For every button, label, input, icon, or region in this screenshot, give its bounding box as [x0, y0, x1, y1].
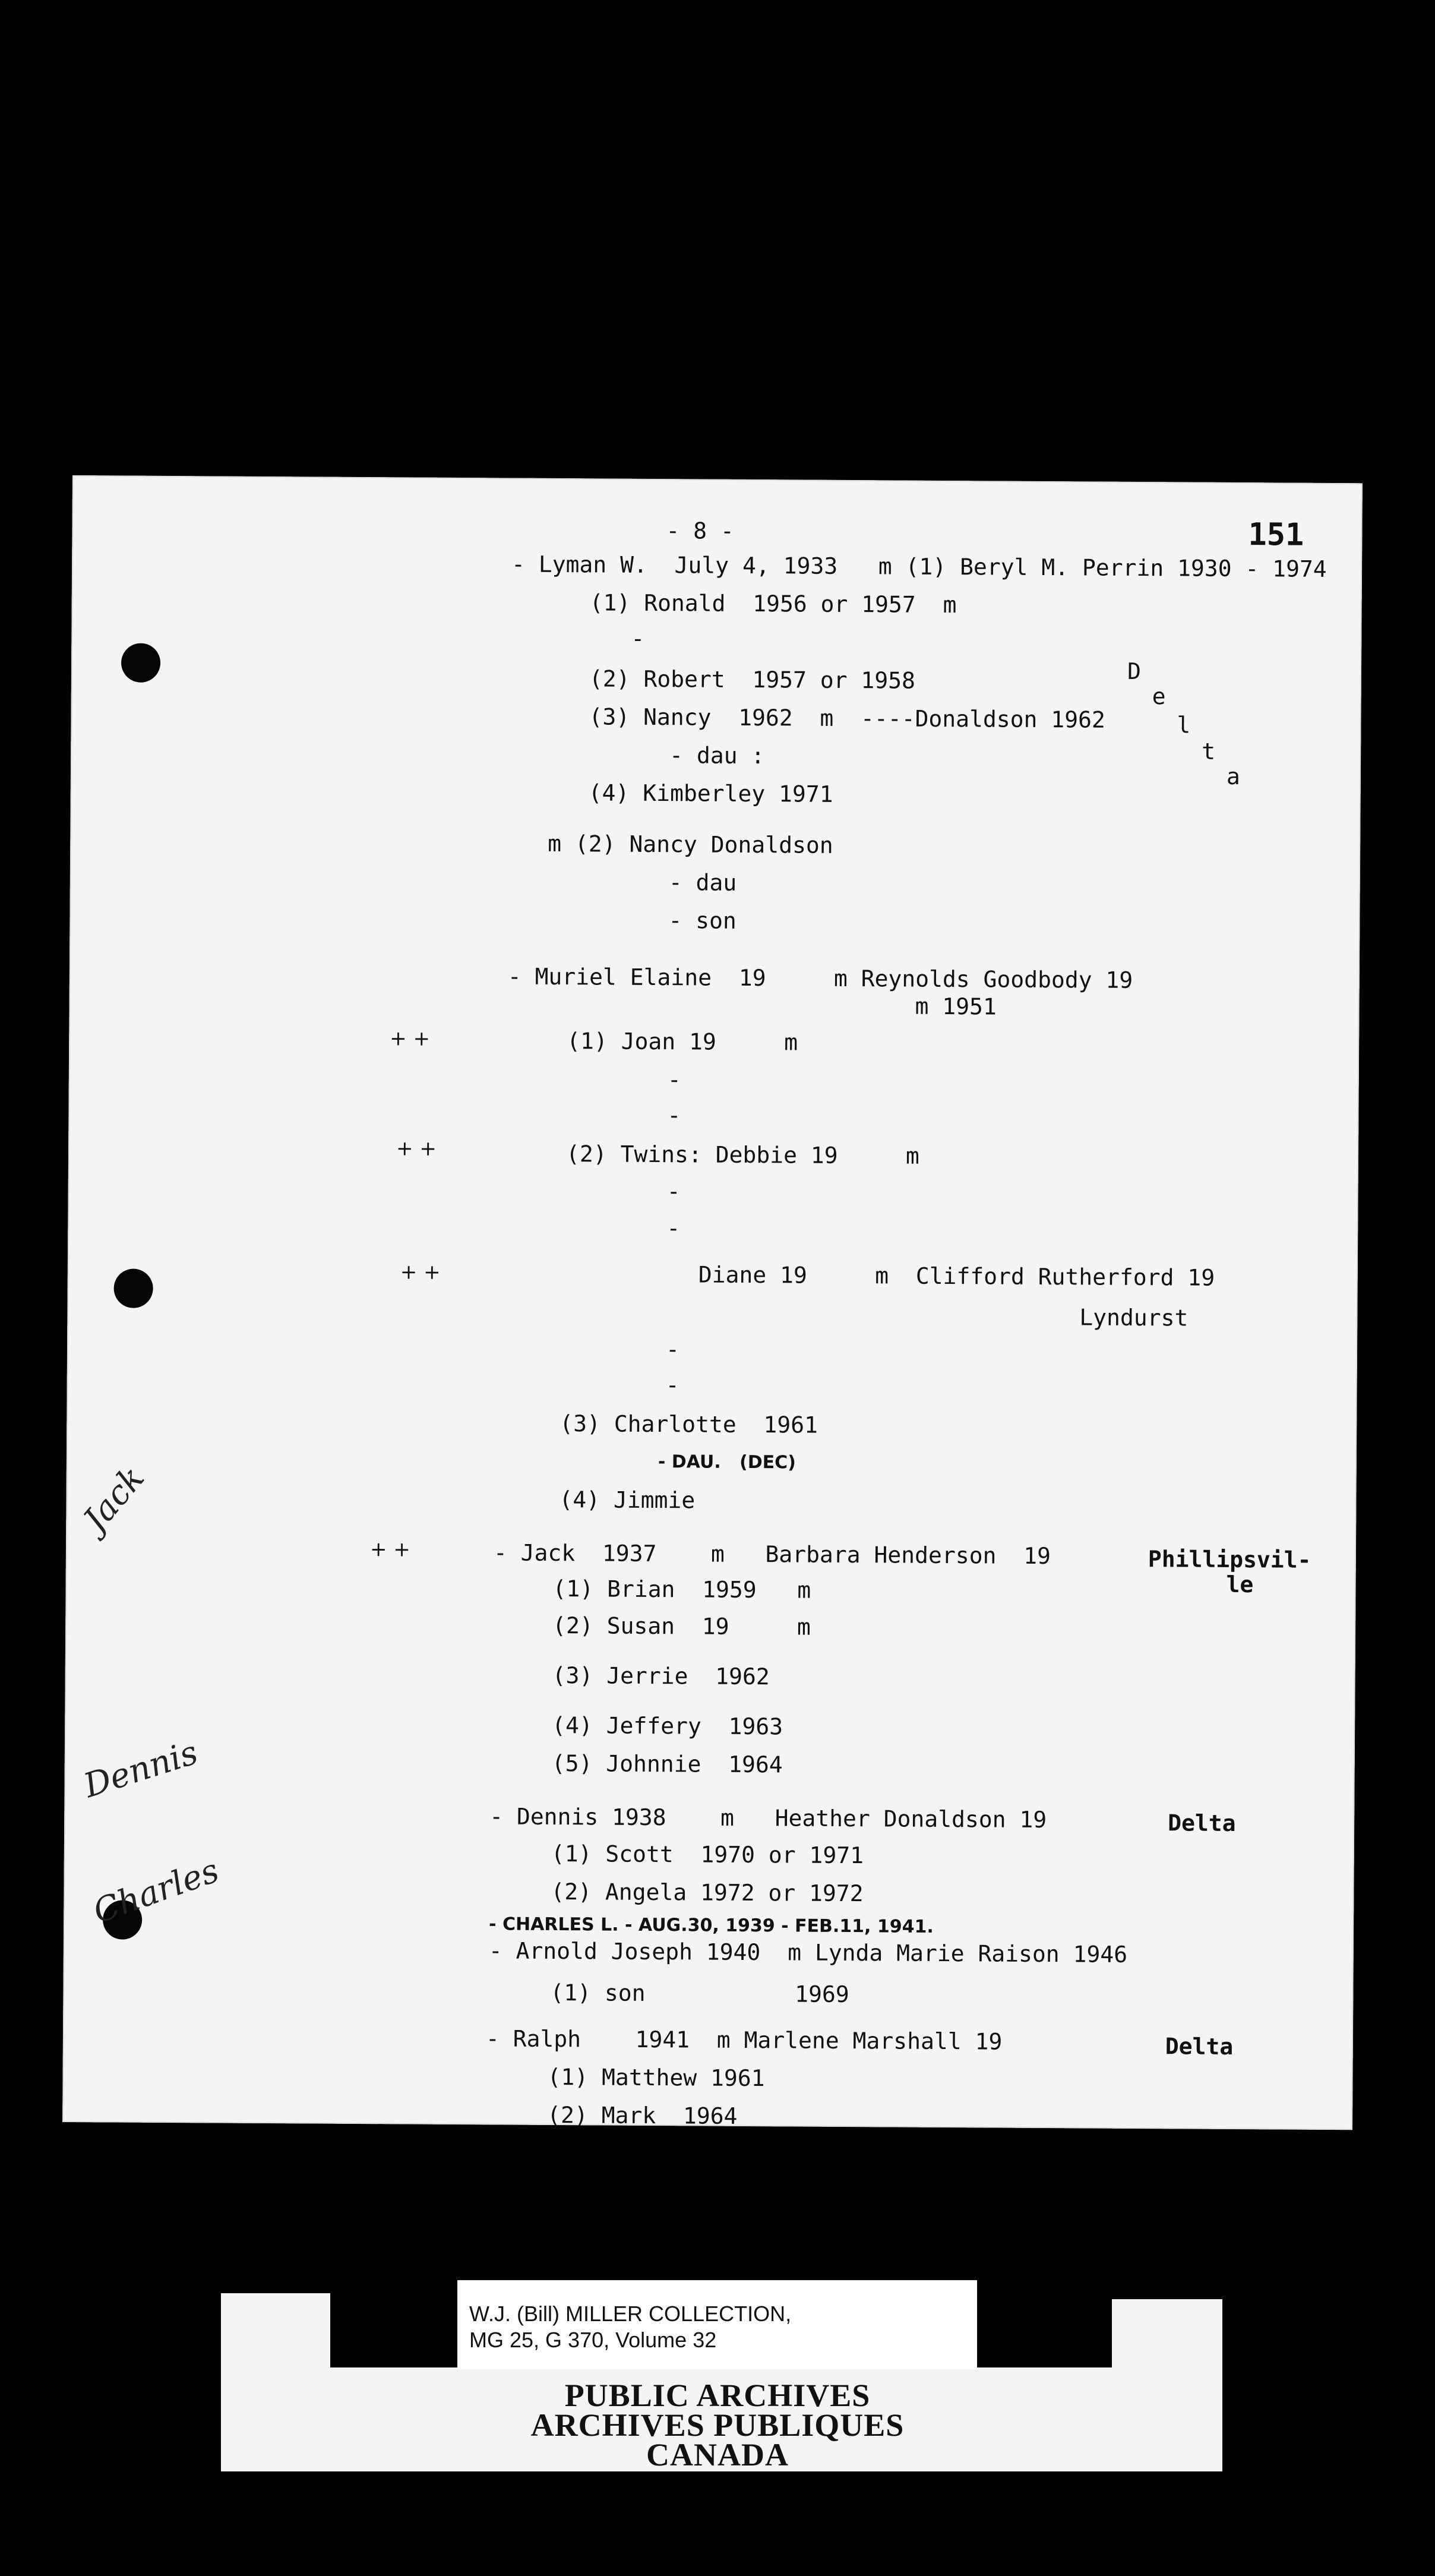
entry-line: Delta — [1168, 1810, 1236, 1837]
margin-delta-letter: a — [1226, 763, 1240, 790]
archives-country: CANADA — [646, 2437, 789, 2473]
margin-handwriting-charles: Charles — [88, 1851, 224, 1931]
entry-line: - Lyman W. July 4, 1933 m (1) Beryl M. Perrin 1930 - 1974 — [511, 551, 1327, 582]
binder-hole-middle — [113, 1268, 153, 1308]
collection-name: W.J. (Bill) MILLER COLLECTION, — [469, 2302, 792, 2326]
entry-line: - dau : — [669, 742, 765, 769]
margin-delta-letter: D — [1127, 658, 1142, 684]
entry-line: - Dennis 1938 m Heather Donaldson 19 — [489, 1803, 1047, 1833]
entry-line: (1) Brian 1959 m — [552, 1575, 811, 1603]
margin-delta-letter: l — [1177, 712, 1191, 738]
entry-line: (2) Susan 19 m — [552, 1612, 811, 1640]
entry-line: (2) Twins: Debbie 19 m — [565, 1141, 919, 1169]
tick-mark: + + — [396, 1137, 437, 1161]
page-marker: - 8 - — [666, 517, 734, 544]
archives-title-en: PUBLIC ARCHIVES — [564, 2378, 871, 2413]
entry-line: Diane 19 m Clifford Rutherford 19 — [698, 1261, 1215, 1291]
document-page — [62, 475, 1363, 2130]
entry-line: m 1951 — [915, 993, 997, 1020]
handwritten-note: - DAU. (DEC) — [658, 1451, 796, 1473]
entry-line: - son — [668, 907, 737, 934]
entry-line: (5) Johnnie 1964 — [551, 1750, 783, 1778]
entry-line: - — [665, 1372, 679, 1399]
entry-line: Phillipsvil- — [1148, 1546, 1311, 1573]
margin-handwriting-dennis: Dennis — [79, 1733, 203, 1806]
archives-title-fr: ARCHIVES PUBLIQUES — [530, 2407, 905, 2443]
collection-reference: MG 25, G 370, Volume 32 — [469, 2328, 717, 2352]
entry-line: - Ralph 1941 m Marlene Marshall 19 — [485, 2025, 1003, 2055]
entry-line: (2) Angela 1972 or 1972 — [551, 1878, 864, 1907]
collection-label — [457, 2280, 977, 2369]
entry-line: Lyndurst — [1079, 1304, 1189, 1331]
margin-handwriting-jack: Jack — [76, 1459, 153, 1539]
entry-line: - — [631, 625, 645, 652]
entry-line: - — [667, 1102, 681, 1129]
tick-mark: + + — [400, 1260, 441, 1284]
entry-line: (3) Jerrie 1962 — [552, 1662, 770, 1690]
entry-line: - — [666, 1215, 681, 1242]
entry-line: (1) Scott 1970 or 1971 — [551, 1840, 864, 1869]
entry-line: (2) Robert 1957 or 1958 — [589, 665, 916, 694]
binder-hole-top — [121, 643, 160, 683]
entry-line: - dau — [668, 869, 737, 896]
entry-line: (2) Mark 1964 — [547, 2101, 738, 2129]
entry-line: (4) Jimmie — [559, 1486, 696, 1514]
entry-line: (4) Kimberley 1971 — [588, 779, 833, 807]
entry-line: (1) son 1969 — [550, 1979, 849, 2008]
entry-line: (1) Joan 19 m — [567, 1028, 798, 1056]
entry-line: - Muriel Elaine 19 m Reynolds Goodbody 19 — [507, 963, 1133, 993]
entry-line: - — [666, 1178, 681, 1205]
tick-mark: + + — [369, 1538, 410, 1562]
entry-line: (4) Jeffery 1963 — [552, 1712, 783, 1740]
entry-line: (1) Ronald 1956 or 1957 m — [589, 589, 957, 618]
margin-delta-letter: t — [1202, 738, 1216, 765]
entry-line: le — [1226, 1571, 1254, 1598]
handwritten-entry: - CHARLES L. - AUG.30, 1939 - FEB.11, 1941. — [489, 1914, 934, 1937]
entry-line: - Arnold Joseph 1940 m Lynda Marie Raison 1946 — [488, 1937, 1128, 1968]
margin-delta-letter: e — [1152, 683, 1166, 710]
entry-line: - — [667, 1066, 681, 1093]
entry-line: (3) Nancy 1962 m ----Donaldson 1962 — [589, 703, 1106, 733]
entry-line: Delta — [1165, 2033, 1234, 2060]
folio-number: 151 — [1248, 517, 1304, 553]
entry-line: (1) Matthew 1961 — [547, 2063, 765, 2092]
tick-mark: + + — [390, 1027, 431, 1051]
entry-line: - — [665, 1336, 680, 1363]
entry-line: (3) Charlotte 1961 — [560, 1410, 818, 1438]
entry-line: m (2) Nancy Donaldson — [548, 830, 833, 858]
entry-line: - Jack 1937 m Barbara Henderson 19 — [493, 1539, 1051, 1570]
